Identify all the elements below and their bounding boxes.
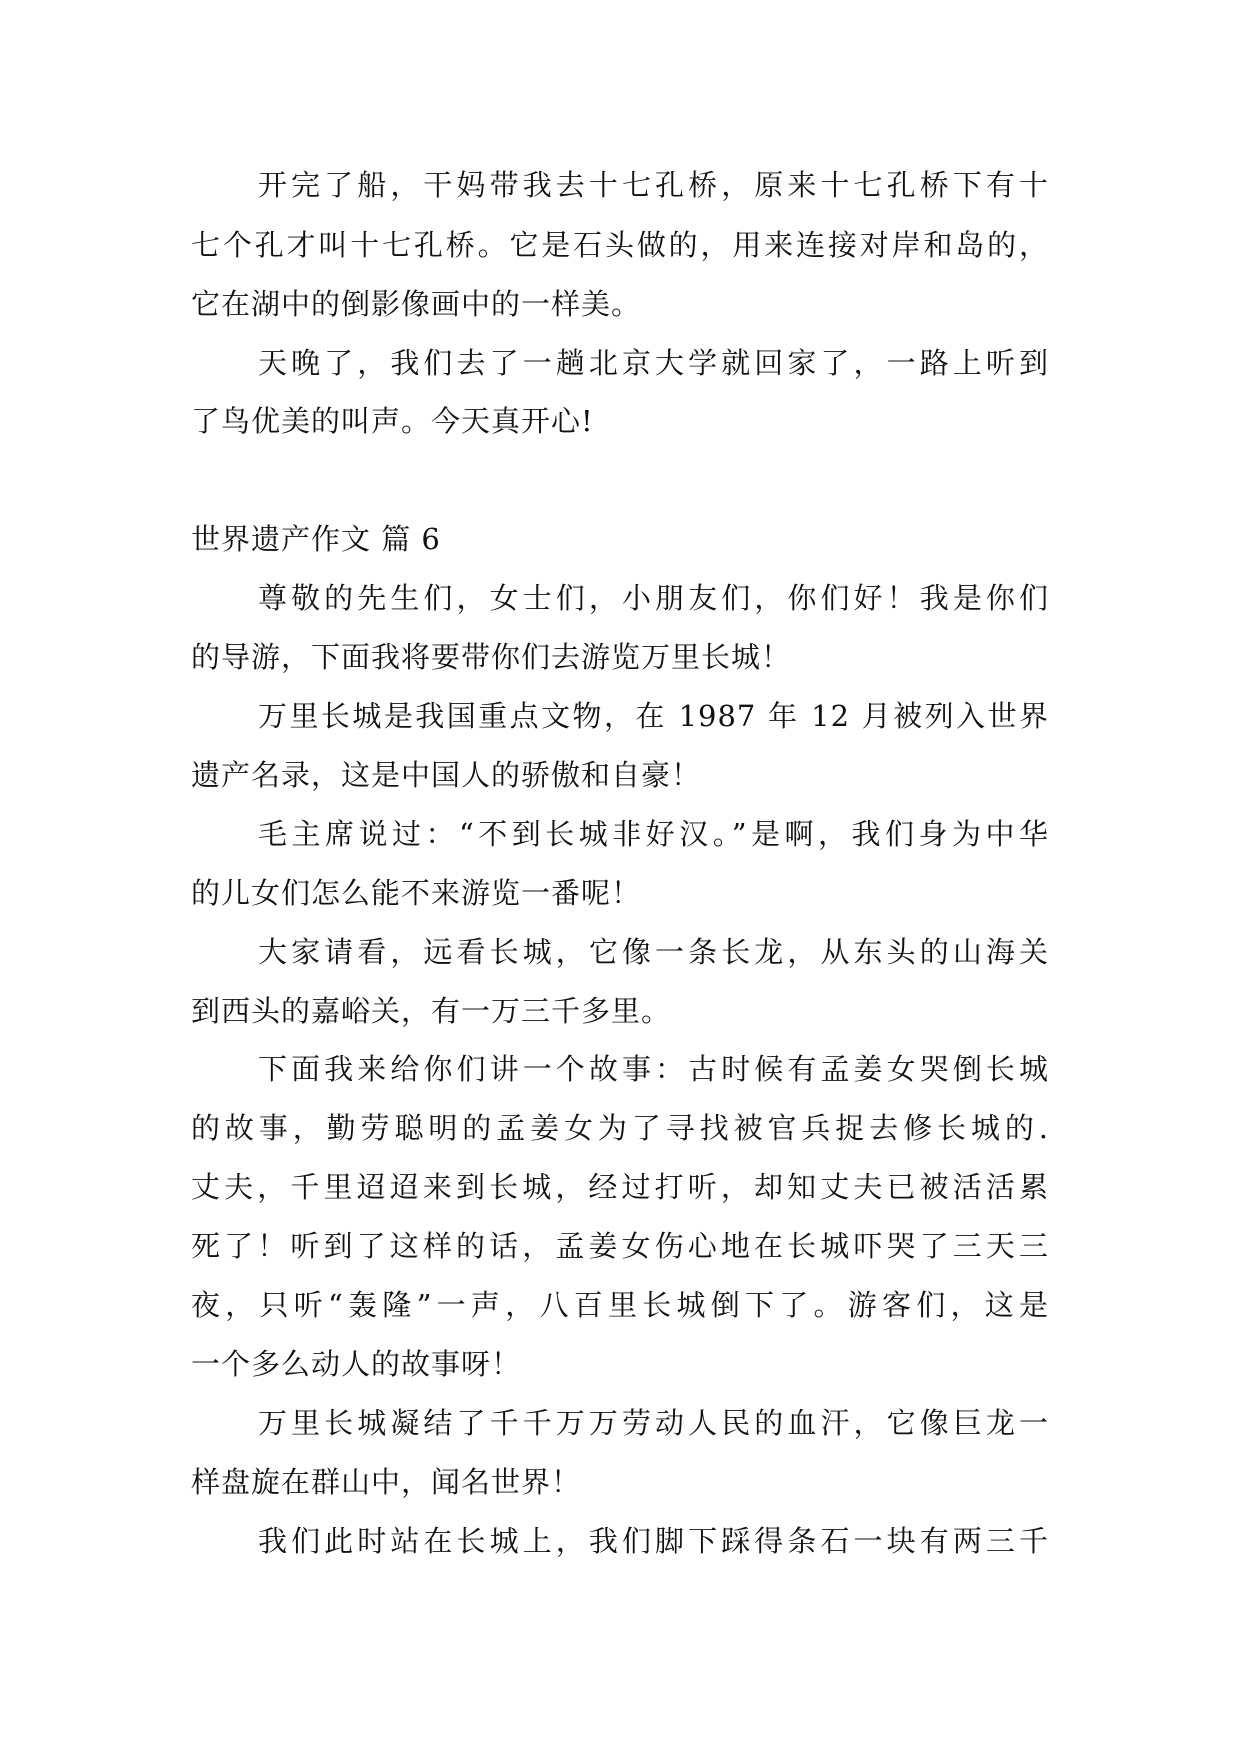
- paragraph-line: 了鸟优美的叫声。今天真开心!: [191, 404, 594, 438]
- paragraph-line: 到西头的嘉峪关，有一万三千多里。: [191, 994, 672, 1028]
- paragraph-line: 尊敬的先生们，女士们，小朋友们，你们好！我是你们: [258, 581, 1049, 615]
- paragraph-line: 丈夫，千里迢迢来到长城，经过打听，却知丈夫已被活活累: [191, 1170, 1049, 1204]
- section-title: 世界遗产作文 篇 6: [191, 522, 441, 556]
- paragraph-line: 万里长城凝结了千千万万劳动人民的血汗，它像巨龙一: [258, 1406, 1049, 1440]
- paragraph-line: 夜，只听“轰隆”一声，八百里长城倒下了。游客们，这是: [191, 1288, 1049, 1322]
- paragraph-line: 的儿女们怎么能不来游览一番呢！: [191, 876, 642, 910]
- paragraph-line: 的故事，勤劳聪明的孟姜女为了寻找被官兵捉去修长城的.: [191, 1111, 1049, 1145]
- paragraph-line: 遗产名录，这是中国人的骄傲和自豪！: [191, 758, 702, 792]
- paragraph-line: 毛主席说过：“不到长城非好汉。”是啊，我们身为中华: [258, 817, 1049, 851]
- paragraph-line: 样盘旋在群山中，闻名世界！: [191, 1465, 582, 1499]
- paragraph-line: 大家请看，远看长城，它像一条长龙，从东头的山海关: [258, 935, 1049, 969]
- paragraph-line: 天晚了，我们去了一趟北京大学就回家了，一路上听到: [258, 346, 1049, 380]
- paragraph-line: 它在湖中的倒影像画中的一样美。: [191, 287, 642, 321]
- paragraph-line: 我们此时站在长城上，我们脚下踩得条石一块有两三千: [258, 1524, 1049, 1558]
- paragraph-line: 一个多么动人的故事呀！: [191, 1347, 522, 1381]
- paragraph-line: 开完了船，干妈带我去十七孔桥，原来十七孔桥下有十: [258, 168, 1049, 202]
- paragraph-line: 下面我来给你们讲一个故事：古时候有孟姜女哭倒长城: [258, 1052, 1049, 1086]
- paragraph-line: 万里长城是我国重点文物，在 1987 年 12 月被列入世界: [258, 699, 1049, 733]
- paragraph-line: 七个孔才叫十七孔桥。它是石头做的，用来连接对岸和岛的，: [191, 228, 1049, 262]
- paragraph-line: 的导游，下面我将要带你们去游览万里长城！: [191, 640, 792, 674]
- paragraph-line: 死了！听到了这样的话，孟姜女伤心地在长城吓哭了三天三: [191, 1229, 1049, 1263]
